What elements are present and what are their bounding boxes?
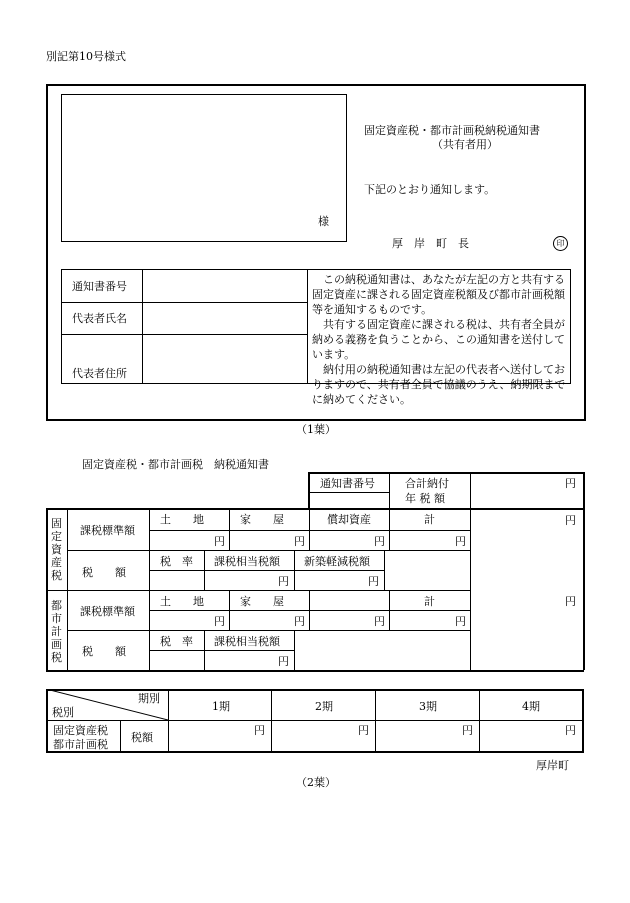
period-2: 2期 [315, 700, 333, 713]
form-id: 別記第10号様式 [46, 50, 126, 63]
equivalent-tax-header: 課税相当税額 [214, 635, 280, 648]
yen-unit: 円 [294, 615, 305, 628]
notice-number-label: 通知書番号 [72, 280, 127, 293]
yen-unit: 円 [374, 535, 385, 548]
city-tax-amount-label: 税 額 [82, 645, 126, 658]
total-label-2: 年 税 額 [405, 492, 445, 505]
fixed-asset-tax-vertical: 固定資産税 [51, 517, 62, 582]
yen-unit: 円 [214, 615, 225, 628]
yen-unit: 円 [374, 615, 385, 628]
representative-address-label: 代表者住所 [72, 367, 127, 380]
sheet1-title: 固定資産税・都市計画税納税通知書 [364, 124, 540, 137]
schedule-row-label-2: 都市計画税 [53, 738, 108, 751]
land-header: 土 地 [160, 513, 204, 526]
yen-unit: 円 [254, 724, 265, 737]
tax-rate-header: 税 率 [160, 555, 193, 568]
fixed-tax-base-label: 課税標準額 [80, 524, 135, 537]
yen-unit: 円 [455, 615, 466, 628]
tax-type-header: 税別 [52, 706, 74, 719]
city-planning-tax-vertical: 都市計画税 [51, 599, 62, 664]
notice-number-label-2: 通知書番号 [320, 477, 375, 490]
total-label: 合計納付 [405, 477, 449, 490]
notify-text: 下記のとおり通知します。 [364, 183, 496, 196]
notice-paragraph: 共有する固定資産に課される税は、共有者全員が納める義務を負うことから、この通知書を送付しています。 [312, 318, 565, 361]
yen-unit: 円 [565, 595, 576, 608]
depreciable-header: 償却資産 [327, 513, 371, 526]
yen-unit: 円 [278, 575, 289, 588]
notice-text [312, 272, 566, 407]
sheet2-label: （2葉） [296, 776, 336, 789]
notice-paragraph: この納税通知書は、あなたが左記の方と共有する固定資産に課される固定資産税額及び都市計画税額等を通知するものです。 [312, 273, 565, 316]
yen-unit: 円 [565, 724, 576, 737]
mayor-title: 厚 岸 町 長 [392, 237, 469, 250]
seal-mark: 印 [553, 236, 568, 251]
city-tax-base-label: 課税標準額 [80, 605, 135, 618]
total-header: 計 [424, 513, 435, 526]
town-name: 厚岸町 [536, 759, 569, 772]
total-header: 計 [424, 595, 435, 608]
yen-unit: 円 [565, 514, 576, 527]
recipient-address-box [61, 94, 347, 242]
yen-unit: 円 [214, 535, 225, 548]
recipient-suffix: 様 [318, 215, 329, 228]
yen-unit: 円 [368, 575, 379, 588]
yen-unit: 円 [462, 724, 473, 737]
sheet1-label: （1葉） [296, 423, 336, 436]
yen-unit: 円 [455, 535, 466, 548]
period-3: 3期 [419, 700, 437, 713]
period-header: 期別 [138, 692, 160, 705]
yen-unit: 円 [294, 535, 305, 548]
yen-unit: 円 [358, 724, 369, 737]
house-header: 家 屋 [240, 513, 284, 526]
equivalent-tax-header: 課税相当税額 [214, 555, 280, 568]
fixed-tax-amount-label: 税 額 [82, 566, 126, 579]
representative-name-label: 代表者氏名 [72, 312, 127, 325]
yen-unit: 円 [565, 477, 576, 490]
sheet2-title: 固定資産税・都市計画税 納税通知書 [82, 458, 269, 471]
land-header: 土 地 [160, 595, 204, 608]
sheet1-subtitle: （共有者用） [432, 138, 498, 151]
period-4: 4期 [522, 700, 540, 713]
notice-paragraph: 納付用の納税通知書は左記の代表者へ送付しておりますので、共有者全員で協議のうえ、納期限までに納めてください。 [312, 363, 566, 406]
period-1: 1期 [212, 700, 230, 713]
schedule-row-label-1: 固定資産税 [53, 724, 108, 737]
tax-rate-header: 税 率 [160, 635, 193, 648]
new-build-reduction-header: 新築軽減税額 [304, 555, 370, 568]
yen-unit: 円 [278, 655, 289, 668]
house-header: 家 屋 [240, 595, 284, 608]
schedule-amount-label: 税額 [131, 731, 153, 744]
